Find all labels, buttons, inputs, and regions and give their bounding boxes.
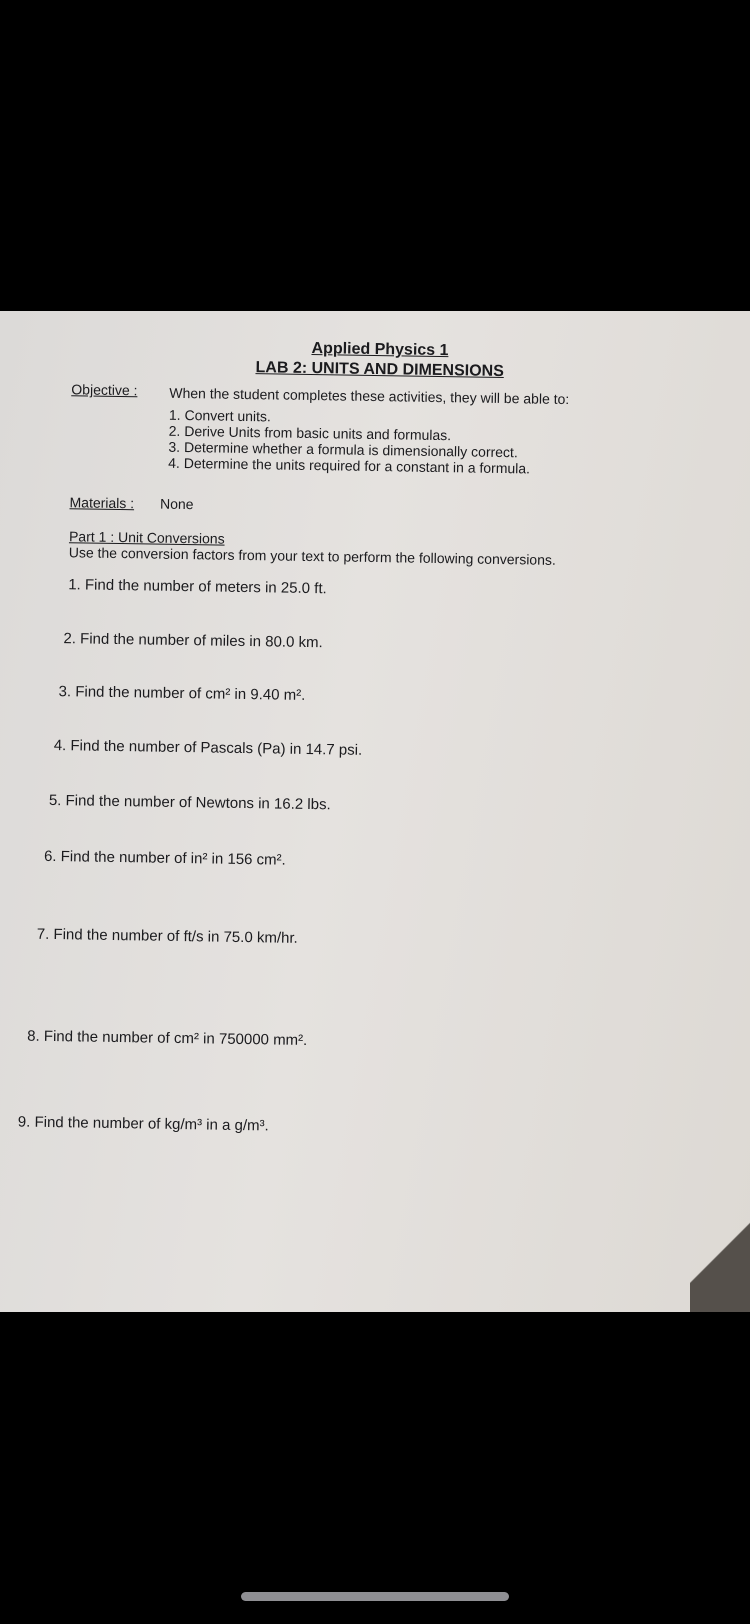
document-title: Applied Physics 1 [311, 340, 449, 360]
objective-label: Objective : [71, 381, 138, 399]
objective-item: 3. Determine whether a formula is dimensionally correct. [168, 438, 518, 461]
paper-shadow [690, 1192, 750, 1312]
question-1: 1. Find the number of meters in 25.0 ft. [68, 576, 327, 598]
objective-item: 4. Determine the units required for a constant in a formula. [168, 454, 531, 477]
materials-label: Materials : [69, 494, 135, 512]
objective-item: 2. Derive Units from basic units and formulas. [168, 422, 452, 444]
question-5: 5. Find the number of Newtons in 16.2 lbs. [48, 791, 331, 814]
part1-instructions: Use the conversion factors from your text to perform the following conversions. [68, 544, 556, 568]
document-subtitle: LAB 2: UNITS AND DIMENSIONS [255, 359, 504, 381]
materials-value: None [159, 495, 194, 513]
document-photo [0, 311, 750, 1312]
question-2: 2. Find the number of miles in 80.0 km. [63, 630, 323, 652]
materials-row [69, 494, 193, 512]
question-3: 3. Find the number of cm² in 9.40 m². [58, 683, 306, 704]
question-7: 7. Find the number of ft/s in 75.0 km/hr. [36, 925, 298, 947]
question-8: 8. Find the number of cm² in 750000 mm². [27, 1027, 308, 1050]
worksheet [0, 311, 750, 1312]
part1-heading: Part 1 : Unit Conversions [68, 528, 225, 547]
objective-item: 1. Convert units. [168, 406, 272, 425]
question-4: 4. Find the number of Pascals (Pa) in 14.7 psi. [53, 737, 363, 759]
objective-intro: When the student completes these activities, they will be able to: [169, 384, 570, 408]
question-9: 9. Find the number of kg/m³ in a g/m³. [17, 1113, 269, 1135]
home-indicator[interactable] [241, 1592, 509, 1601]
question-6: 6. Find the number of in² in 156 cm². [43, 847, 286, 869]
